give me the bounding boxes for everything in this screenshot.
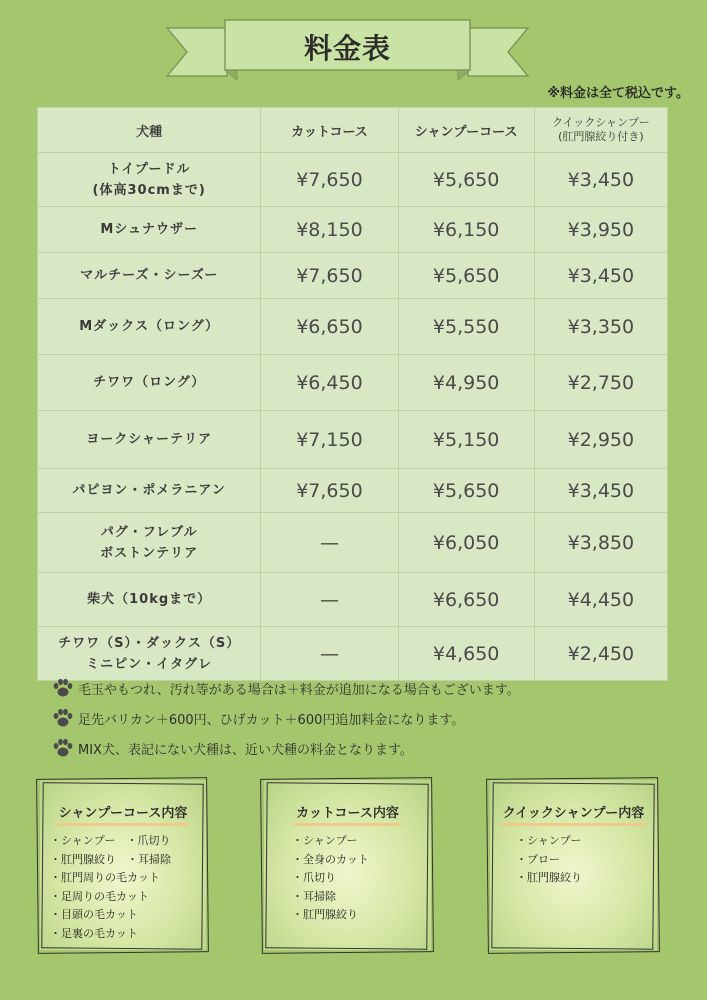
- header-cut: カットコース: [261, 108, 398, 153]
- cut-price: ¥6,450: [261, 355, 398, 411]
- breed-name: Mダックス（ロング）: [38, 299, 261, 355]
- table-row: [38, 153, 668, 207]
- list-item: ・ 肛門腺絞り: [292, 906, 369, 925]
- breed-cell: [38, 153, 261, 207]
- course-title: [40, 802, 206, 826]
- course-title: [490, 802, 657, 826]
- table-row: [38, 573, 668, 627]
- breed-note: (体高30cmまで): [92, 182, 206, 198]
- note-item: [52, 703, 672, 733]
- quick-price: ¥2,450: [534, 627, 667, 681]
- shampoo-price: ¥5,150: [398, 411, 534, 469]
- shampoo-price: ¥6,150: [398, 207, 534, 253]
- shampoo-price: ¥5,550: [398, 299, 534, 355]
- shampoo-price: ¥5,650: [398, 469, 534, 513]
- course-items: [516, 832, 582, 888]
- paw-icon: [52, 678, 74, 698]
- breed-cell: [38, 513, 261, 573]
- quick-price: ¥3,450: [534, 153, 667, 207]
- list-item: ・ 目頭の毛カット: [50, 906, 171, 925]
- quick-course-box: [490, 780, 657, 950]
- cut-price: —: [261, 627, 398, 681]
- table-row: [38, 299, 668, 355]
- breed-name-line2: ミニピン・イタグレ: [86, 656, 213, 672]
- header-quick-line2: (肛門腺絞り付き): [558, 130, 644, 143]
- quick-price: ¥3,450: [534, 469, 667, 513]
- shampoo-price: ¥4,650: [398, 627, 534, 681]
- list-item: ・ 足裏の毛カット: [50, 925, 171, 944]
- cut-price: ¥7,150: [261, 411, 398, 469]
- cut-price: ¥7,650: [261, 253, 398, 299]
- note-text: MIX犬、表記にない犬種は、近い犬種の料金となります。: [78, 742, 413, 758]
- list-item: ・ 肛門腺絞り: [516, 869, 582, 888]
- list-item: ・ 肛門周りの毛カット: [50, 869, 171, 888]
- course-title-text: クイックシャンプー内容: [501, 802, 646, 826]
- list-item: ・ 爪切り: [292, 869, 369, 888]
- tax-note: ※料金は全て税込です。: [547, 86, 689, 101]
- breed-name: パグ・フレブル: [100, 524, 198, 540]
- breed-name: チワワ（ロング）: [38, 355, 261, 411]
- quick-price: ¥3,850: [534, 513, 667, 573]
- breed-name: トイプードル: [107, 161, 191, 177]
- table-row: [38, 355, 668, 411]
- paw-icon: [52, 708, 74, 728]
- breed-name-line2: ボストンテリア: [100, 545, 199, 561]
- quick-price: ¥2,750: [534, 355, 667, 411]
- shampoo-price: ¥6,050: [398, 513, 534, 573]
- course-title: [264, 802, 431, 826]
- shampoo-price: ¥4,950: [398, 355, 534, 411]
- table-header-row: [38, 108, 668, 153]
- page-title: 料金表: [303, 32, 391, 65]
- course-title-text: カットコース内容: [294, 802, 401, 826]
- title-ribbon: [165, 18, 530, 82]
- cut-price: —: [261, 573, 398, 627]
- shampoo-course-box: [40, 780, 206, 950]
- table-row: [38, 513, 668, 573]
- breed-name: パピヨン・ポメラニアン: [38, 469, 261, 513]
- list-item: ・ シャンプー: [292, 832, 369, 851]
- quick-price: ¥3,950: [534, 207, 667, 253]
- note-text: 足先バリカン＋600円、ひげカット＋600円追加料金になります。: [78, 712, 465, 728]
- list-item: ・ 肛門腺絞り ・耳掃除: [50, 851, 171, 870]
- breed-name: チワワ（S）・ダックス（S）: [58, 635, 241, 651]
- note-text: 毛玉やもつれ、汚れ等がある場合は＋料金が追加になる場合もございます。: [78, 682, 520, 698]
- list-item: ・ 全身のカット: [292, 851, 369, 870]
- cut-price: ¥7,650: [261, 153, 398, 207]
- quick-price: ¥3,450: [534, 253, 667, 299]
- note-item: [52, 673, 672, 703]
- course-items: [50, 832, 171, 943]
- note-item: [52, 733, 672, 763]
- breed-name: ヨークシャーテリア: [38, 411, 261, 469]
- quick-price: ¥4,450: [534, 573, 667, 627]
- list-item: ・ ブロー: [516, 851, 582, 870]
- breed-name: Mシュナウザー: [38, 207, 261, 253]
- table-row: [38, 411, 668, 469]
- course-items: [292, 832, 369, 925]
- paw-icon: [52, 738, 74, 758]
- shampoo-price: ¥5,650: [398, 153, 534, 207]
- list-item: ・ シャンプー: [516, 832, 582, 851]
- table-row: [38, 207, 668, 253]
- table-row: [38, 469, 668, 513]
- cut-price: ¥8,150: [261, 207, 398, 253]
- breed-name: マルチーズ・シーズー: [38, 253, 261, 299]
- shampoo-price: ¥6,650: [398, 573, 534, 627]
- price-table: [37, 107, 668, 681]
- list-item: ・ 足周りの毛カット: [50, 888, 171, 907]
- shampoo-price: ¥5,650: [398, 253, 534, 299]
- header-shampoo: シャンプーコース: [398, 108, 534, 153]
- header-breed: 犬種: [38, 108, 261, 153]
- course-title-text: シャンプーコース内容: [57, 802, 190, 826]
- list-item: ・ シャンプー ・爪切り: [50, 832, 171, 851]
- cut-price: ¥7,650: [261, 469, 398, 513]
- cut-price: ¥6,650: [261, 299, 398, 355]
- breed-name: 柴犬（10kgまで）: [38, 573, 261, 627]
- cut-course-box: [264, 780, 431, 950]
- list-item: ・ 耳掃除: [292, 888, 369, 907]
- quick-price: ¥3,350: [534, 299, 667, 355]
- header-quick: [534, 108, 667, 153]
- table-row: [38, 253, 668, 299]
- header-quick-line1: クイックシャンプー: [552, 116, 650, 129]
- cut-price: —: [261, 513, 398, 573]
- quick-price: ¥2,950: [534, 411, 667, 469]
- notes-list: [52, 673, 672, 763]
